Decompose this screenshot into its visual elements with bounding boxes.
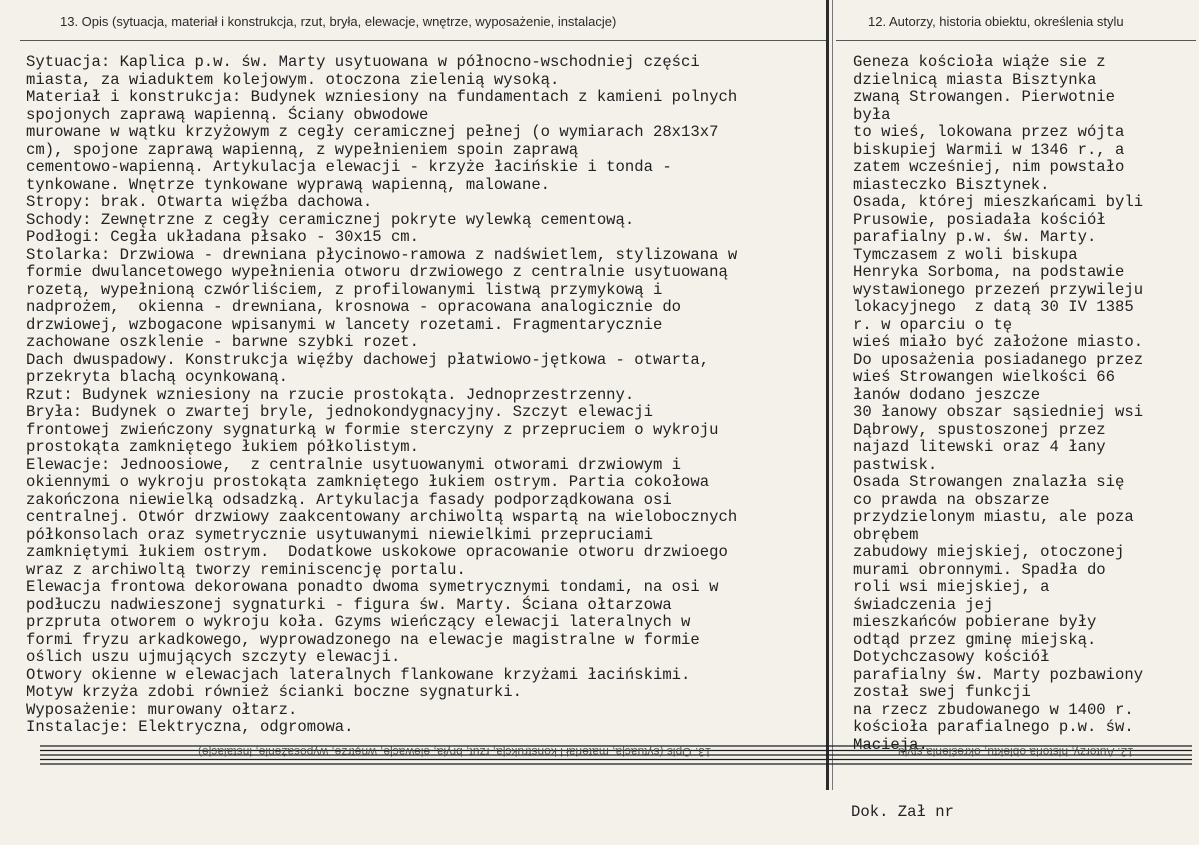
history-line: parafialny św. Marty pozbawiony (853, 665, 1144, 684)
history-line: został swej funkcji (853, 683, 1031, 701)
history-line: zwaną Strowangen. Pierwotnie (853, 88, 1116, 106)
history-line: roli wsi miejskiej, a (853, 578, 1050, 596)
history-line: wieś miało być założone miasto. (853, 333, 1144, 351)
description-line: drzwiowej, wzbogacone wpisanymi w lancety rozetami. Fragmentarycznie (26, 315, 663, 334)
history-line: Dotychczasowy kościół (853, 648, 1050, 666)
history-line: obrębem (853, 525, 919, 544)
description-line: przekryta blachą ocynkowaną. (26, 368, 289, 386)
history-line: lokacyjnego z datą 30 IV 1385 (853, 298, 1134, 316)
column-divider (826, 0, 829, 790)
description-line: wraz z archiwoltą tworzy reminiscencję portalu. (26, 560, 466, 579)
history-line: zabudowy miejskiej, otoczonej (853, 543, 1125, 561)
history-line: kościoła parafialnego p.w. św. (853, 718, 1134, 736)
description-line: przpruta otworem o wykroju koła. Gzyms wieńczący elewacji lateralnych w (26, 613, 691, 631)
history-line: co prawda na obszarze (853, 490, 1050, 509)
description-line: zachowane oszklenie - barwne szybki rozet. (26, 333, 420, 351)
history-line: Osada, której mieszkańcami byli (853, 193, 1144, 211)
section-13-header: 13. Opis (sytuacja, materiał i konstrukcja, rzut, bryła, elewacje, wnętrze, wyposażenie, instalacje) (60, 14, 617, 29)
description-line: Stropy: brak. Otwarta więźba dachowa. (26, 193, 373, 211)
description-line: spojonych zaprawą wapienną. Ściany obwodowe (26, 105, 429, 124)
description-line: podłuczu nadwieszonej sygnaturki - figura św. Marty. Ściana ołtarzowa (26, 595, 672, 614)
history-line: łanów dodano jeszcze (853, 385, 1041, 404)
header-rule-right (836, 40, 1196, 41)
description-line: Otwory okienne w elewacjach lateralnych flankowane krzyżami łacińskimi. (26, 665, 691, 684)
history-line: Henryka Sorboma, na podstawie (853, 263, 1125, 281)
description-line: zakończona niewielką odsadzką. Artykulacja fasady podporządkowana osi (26, 490, 672, 509)
description-line: cm), spojone zaprawą wapienną, z wypełnieniem spoin zaprawą (26, 140, 579, 159)
description-line: Stolarka: Drzwiowa - drewniana płycinowo-ramowa z nadświetlem, stylizowana w (26, 245, 738, 264)
history-line: Dąbrowy, spustoszonej przez (853, 420, 1106, 439)
history-line: Do uposażenia posiadanego przez (853, 350, 1144, 369)
history-line: na rzecz zbudowanego w 1400 r. (853, 700, 1134, 719)
description-line: Rzut: Budynek wzniesiony na rzucie prostokąta. Jednoprzestrzenny. (26, 385, 635, 404)
description-line: formi fryzu arkadkowego, wyprowadzonego na elewacje magistralne w formie (26, 630, 700, 649)
description-line: Instalacje: Elektryczna, odgromowa. (26, 718, 354, 736)
history-line: pastwisk. (853, 455, 938, 474)
description-text-block (26, 54, 737, 737)
description-line: oślich uszu ujmujących szczyty elewacji. (26, 648, 401, 666)
history-line: najazd litewski oraz 4 łany (853, 438, 1106, 456)
history-line: wystawionego przezeń przywileju (853, 280, 1144, 299)
description-line: cementowo-wapienną. Artykulacja elewacji - krzyże łacińskie i tonda - (26, 158, 672, 176)
history-line: r. w oparciu o tę (853, 315, 1013, 334)
history-line: była (853, 105, 891, 124)
history-line: murami obronnymi. Spadła do (853, 560, 1106, 579)
description-line: miasta, za wiaduktem kolejowym. otoczona zielenią wysoką. (26, 70, 560, 89)
history-line: 30 łanowy obszar sąsiedniej wsi (853, 403, 1144, 421)
history-line: Osada Strowangen znalazła się (853, 473, 1125, 491)
mirrored-header-bleed-right: 12. Autorzy, historia obiektu, określenia stylu (898, 745, 1134, 759)
history-line: świadczenia jej (853, 595, 994, 614)
description-line: Dach dwuspadowy. Konstrukcja więźby dachowej płatwiowo-jętkowa - otwarta, (26, 350, 710, 369)
history-text-block (853, 54, 1143, 754)
description-line: Podłogi: Cegła układana płsako - 30x15 cm. (26, 228, 420, 246)
description-line: tynkowane. Wnętrze tynkowane wyprawą wapienną, malowane. (26, 175, 551, 194)
description-line: prostokąta zamkniętego łukiem półkolistym. (26, 438, 420, 456)
description-line: zamkniętymi łukiem ostrym. Dodatkowe uskokowe opracowanie otworu drzwioego (26, 543, 728, 561)
history-line: biskupiej Warmii w 1346 r., a (853, 140, 1125, 159)
description-line: Motyw krzyża zdobi również ścianki boczne sygnaturki. (26, 683, 522, 701)
description-line: Sytuacja: Kaplica p.w. św. Marty usytuowana w północno-wschodniej części (26, 53, 700, 71)
description-line: murowane w wątku krzyżowym z cegły ceramicznej pełnej (o wymiarach 28x13x7 (26, 123, 719, 141)
history-line: parafialny p.w. św. Marty. (853, 228, 1097, 246)
description-line: formie dwulancetowego wypełnienia otworu drzwiowego z centralnie usytuowaną (26, 263, 728, 281)
description-line: Materiał i konstrukcja: Budynek wzniesiony na fundamentach z kamieni polnych (26, 88, 738, 106)
description-line: rozetą, wypełnioną czwórliściem, z profilowanymi listwą przymykową i (26, 280, 663, 299)
column-divider-thin (832, 0, 833, 790)
description-line: Schody: Zewnętrzne z cegły ceramicznej pokryte wylewką cementową. (26, 210, 635, 229)
history-line: zatem wcześniej, nim powstało (853, 158, 1125, 176)
section-12-header: 12. Autorzy, historia obiektu, określenia stylu (868, 14, 1124, 29)
history-line: przydzielonym miastu, ale poza (853, 508, 1134, 526)
document-attachment-number: Dok. Zał nr (851, 803, 954, 821)
mirrored-header-bleed-left: 13. Opis (sytuacja, materiał i konstrukcja, rzut, bryła, elewacje, wnętrze, wyposażenie, instalacje) (198, 745, 712, 759)
history-line: mieszkańców pobierane były (853, 613, 1097, 631)
description-line: frontowej zwieńczony sygnaturką w formie sterczyny z przepruciem o wykroju (26, 420, 719, 439)
description-line: Elewacje: Jednoosiowe, z centralnie usytuowanymi otworami drzwiowym i (26, 455, 682, 474)
history-line: odtąd przez gminę miejską. (853, 630, 1097, 649)
description-line: Wyposażenie: murowany ołtarz. (26, 700, 298, 719)
description-line: półkonsolach oraz symetrycznie usytuwanymi niewielkimi przepruciami (26, 525, 653, 544)
description-line: centralnej. Otwór drzwiowy zaakcentowany archiwoltą wspartą na wielobocznych (26, 508, 738, 526)
history-line: Geneza kościoła wiąże sie z (853, 53, 1106, 71)
description-line: Elewacja frontowa dekorowana ponadto dwoma symetrycznymi tondami, na osi w (26, 578, 719, 596)
history-line: wieś Strowangen wielkości 66 (853, 368, 1116, 386)
history-line: Tymczasem z woli biskupa (853, 245, 1078, 264)
history-line: to wieś, lokowana przez wójta (853, 123, 1125, 141)
history-line: Prusowie, posiadała kościół (853, 210, 1106, 229)
history-line: Macieja. (853, 735, 928, 754)
header-rule-left (20, 40, 826, 41)
description-line: nadprożem, okienna - drewniana, krosnowa - opracowana analogicznie do (26, 298, 682, 316)
history-line: miasteczko Bisztynek. (853, 175, 1050, 194)
history-line: dzielnicą miasta Bisztynka (853, 70, 1097, 89)
description-line: Bryła: Budynek o zwartej bryle, jednokondygnacyjny. Szczyt elewacji (26, 403, 653, 421)
description-line: okiennymi o wykroju prostokąta zamkniętego łukiem ostrym. Partia cokołowa (26, 473, 710, 491)
